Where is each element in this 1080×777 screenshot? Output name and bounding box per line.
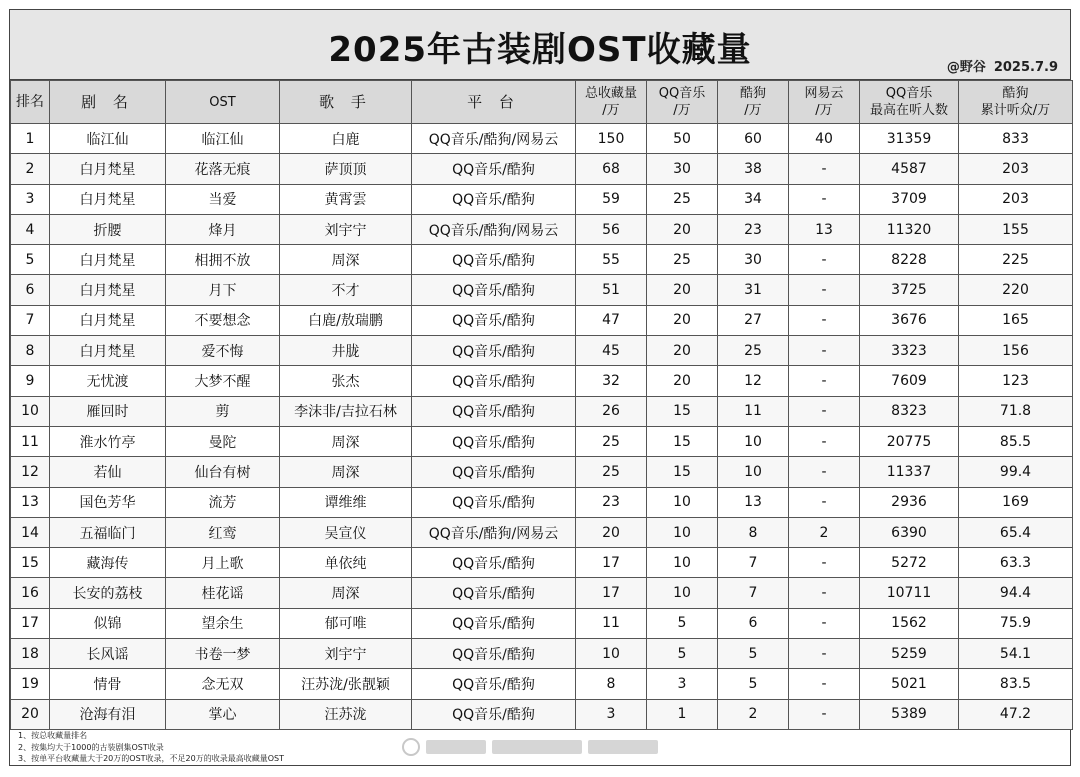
cell-rank: 1 bbox=[11, 124, 50, 154]
cell-singer: 黄霄雲 bbox=[280, 184, 412, 214]
table-row bbox=[11, 578, 1073, 608]
cell-drama: 白月梵星 bbox=[50, 184, 166, 214]
cell-qq-peak: 11337 bbox=[860, 457, 959, 487]
cell-total: 3 bbox=[576, 699, 647, 729]
cell-rank: 18 bbox=[11, 639, 50, 669]
cell-total: 8 bbox=[576, 669, 647, 699]
cell-kugou: 5 bbox=[718, 639, 789, 669]
cell-qq-peak: 4587 bbox=[860, 154, 959, 184]
cell-netease: - bbox=[789, 396, 860, 426]
cell-platform: QQ音乐/酷狗 bbox=[412, 275, 576, 305]
cell-kugou: 5 bbox=[718, 669, 789, 699]
table-row bbox=[11, 608, 1073, 638]
table-row bbox=[11, 396, 1073, 426]
cell-platform: QQ音乐/酷狗 bbox=[412, 336, 576, 366]
header-qq: QQ音乐 /万 bbox=[647, 81, 718, 124]
ranking-sheet bbox=[9, 9, 1071, 766]
cell-total: 17 bbox=[576, 548, 647, 578]
cell-drama: 情骨 bbox=[50, 669, 166, 699]
cell-platform: QQ音乐/酷狗 bbox=[412, 639, 576, 669]
cell-qq-peak: 5389 bbox=[860, 699, 959, 729]
cell-platform: QQ音乐/酷狗 bbox=[412, 245, 576, 275]
cell-qq: 20 bbox=[647, 305, 718, 335]
cell-rank: 8 bbox=[11, 336, 50, 366]
header-netease: 网易云 /万 bbox=[789, 81, 860, 124]
cell-platform: QQ音乐/酷狗 bbox=[412, 426, 576, 456]
cell-singer: 不才 bbox=[280, 275, 412, 305]
cell-platform: QQ音乐/酷狗 bbox=[412, 699, 576, 729]
table-row bbox=[11, 245, 1073, 275]
cell-platform: QQ音乐/酷狗 bbox=[412, 669, 576, 699]
cell-ost: 掌心 bbox=[166, 699, 280, 729]
cell-total: 150 bbox=[576, 124, 647, 154]
table-row bbox=[11, 639, 1073, 669]
footnotes bbox=[18, 730, 284, 765]
cell-rank: 14 bbox=[11, 517, 50, 547]
cell-singer: 谭维维 bbox=[280, 487, 412, 517]
cell-ost: 不要想念 bbox=[166, 305, 280, 335]
cell-qq: 15 bbox=[647, 457, 718, 487]
cell-platform: QQ音乐/酷狗/网易云 bbox=[412, 517, 576, 547]
cell-netease: 13 bbox=[789, 214, 860, 244]
title-bar bbox=[10, 10, 1070, 80]
cell-qq-peak: 6390 bbox=[860, 517, 959, 547]
cell-kugou-listeners: 54.1 bbox=[959, 639, 1073, 669]
cell-ost: 流芳 bbox=[166, 487, 280, 517]
cell-kugou: 38 bbox=[718, 154, 789, 184]
cell-platform: QQ音乐/酷狗 bbox=[412, 548, 576, 578]
cell-platform: QQ音乐/酷狗 bbox=[412, 487, 576, 517]
cell-ost: 曼陀 bbox=[166, 426, 280, 456]
cell-ost: 临江仙 bbox=[166, 124, 280, 154]
cell-rank: 19 bbox=[11, 669, 50, 699]
cell-total: 59 bbox=[576, 184, 647, 214]
cell-singer: 刘宇宁 bbox=[280, 214, 412, 244]
cell-qq-peak: 10711 bbox=[860, 578, 959, 608]
cell-total: 55 bbox=[576, 245, 647, 275]
watermark-bar bbox=[492, 740, 582, 754]
cell-qq: 10 bbox=[647, 548, 718, 578]
cell-platform: QQ音乐/酷狗 bbox=[412, 578, 576, 608]
cell-kugou-listeners: 71.8 bbox=[959, 396, 1073, 426]
cell-platform: QQ音乐/酷狗 bbox=[412, 154, 576, 184]
cell-ost: 月下 bbox=[166, 275, 280, 305]
cell-total: 68 bbox=[576, 154, 647, 184]
cell-netease: - bbox=[789, 245, 860, 275]
table-row bbox=[11, 214, 1073, 244]
cell-drama: 白月梵星 bbox=[50, 245, 166, 275]
header-rank: 排名 bbox=[11, 81, 50, 124]
cell-ost: 书卷一梦 bbox=[166, 639, 280, 669]
header-total: 总收藏量 /万 bbox=[576, 81, 647, 124]
table-body bbox=[11, 124, 1073, 730]
cell-rank: 7 bbox=[11, 305, 50, 335]
table-row bbox=[11, 548, 1073, 578]
cell-kugou: 2 bbox=[718, 699, 789, 729]
watermark-bar bbox=[588, 740, 658, 754]
cell-ost: 望余生 bbox=[166, 608, 280, 638]
cell-drama: 白月梵星 bbox=[50, 336, 166, 366]
cell-kugou: 10 bbox=[718, 457, 789, 487]
cell-drama: 临江仙 bbox=[50, 124, 166, 154]
cell-drama: 长风谣 bbox=[50, 639, 166, 669]
table-row bbox=[11, 669, 1073, 699]
table-row bbox=[11, 275, 1073, 305]
cell-qq-peak: 1562 bbox=[860, 608, 959, 638]
cell-kugou: 10 bbox=[718, 426, 789, 456]
cell-netease: - bbox=[789, 548, 860, 578]
cell-kugou-listeners: 833 bbox=[959, 124, 1073, 154]
footnote: 3、按单平台收藏量大于20万的OST收录，不足20万的收录最高收藏量OST bbox=[18, 754, 284, 763]
cell-singer: 周深 bbox=[280, 578, 412, 608]
cell-qq-peak: 5272 bbox=[860, 548, 959, 578]
cell-platform: QQ音乐/酷狗 bbox=[412, 305, 576, 335]
table-row bbox=[11, 366, 1073, 396]
cell-drama: 无忧渡 bbox=[50, 366, 166, 396]
page-title: 2025年古装剧OST收藏量 bbox=[328, 30, 752, 70]
cell-kugou-listeners: 169 bbox=[959, 487, 1073, 517]
cell-singer: 郁可唯 bbox=[280, 608, 412, 638]
watermark-logo-icon bbox=[402, 738, 420, 756]
cell-qq: 25 bbox=[647, 245, 718, 275]
cell-ost: 红鸾 bbox=[166, 517, 280, 547]
cell-drama: 藏海传 bbox=[50, 548, 166, 578]
header-kugou: 酷狗 /万 bbox=[718, 81, 789, 124]
cell-rank: 13 bbox=[11, 487, 50, 517]
cell-qq-peak: 3676 bbox=[860, 305, 959, 335]
watermark bbox=[402, 736, 678, 758]
cell-qq-peak: 5259 bbox=[860, 639, 959, 669]
cell-platform: QQ音乐/酷狗 bbox=[412, 366, 576, 396]
cell-ost: 仙台有树 bbox=[166, 457, 280, 487]
cell-platform: QQ音乐/酷狗 bbox=[412, 608, 576, 638]
cell-drama: 五福临门 bbox=[50, 517, 166, 547]
cell-netease: - bbox=[789, 669, 860, 699]
watermark-bar bbox=[426, 740, 486, 754]
cell-netease: - bbox=[789, 184, 860, 214]
cell-qq-peak: 5021 bbox=[860, 669, 959, 699]
cell-netease: - bbox=[789, 699, 860, 729]
cell-singer: 李沫非/吉拉石林 bbox=[280, 396, 412, 426]
cell-platform: QQ音乐/酷狗/网易云 bbox=[412, 214, 576, 244]
cell-qq: 10 bbox=[647, 578, 718, 608]
cell-rank: 11 bbox=[11, 426, 50, 456]
cell-qq-peak: 31359 bbox=[860, 124, 959, 154]
cell-singer: 白鹿 bbox=[280, 124, 412, 154]
cell-ost: 大梦不醒 bbox=[166, 366, 280, 396]
cell-singer: 白鹿/敖瑞鹏 bbox=[280, 305, 412, 335]
cell-drama: 雁回时 bbox=[50, 396, 166, 426]
cell-qq: 5 bbox=[647, 639, 718, 669]
cell-total: 45 bbox=[576, 336, 647, 366]
cell-singer: 汪苏泷 bbox=[280, 699, 412, 729]
cell-drama: 沧海有泪 bbox=[50, 699, 166, 729]
cell-total: 10 bbox=[576, 639, 647, 669]
cell-qq-peak: 11320 bbox=[860, 214, 959, 244]
cell-rank: 3 bbox=[11, 184, 50, 214]
cell-netease: - bbox=[789, 275, 860, 305]
cell-platform: QQ音乐/酷狗 bbox=[412, 396, 576, 426]
cell-kugou-listeners: 155 bbox=[959, 214, 1073, 244]
publish-date: 2025.7.9 bbox=[993, 60, 1058, 75]
cell-kugou-listeners: 165 bbox=[959, 305, 1073, 335]
footnote: 1、按总收藏量排名 bbox=[18, 731, 88, 740]
cell-total: 11 bbox=[576, 608, 647, 638]
cell-qq: 15 bbox=[647, 426, 718, 456]
cell-kugou: 6 bbox=[718, 608, 789, 638]
cell-drama: 淮水竹亭 bbox=[50, 426, 166, 456]
cell-total: 25 bbox=[576, 457, 647, 487]
cell-netease: - bbox=[789, 578, 860, 608]
author-credit bbox=[947, 56, 1058, 75]
cell-qq: 10 bbox=[647, 487, 718, 517]
cell-total: 20 bbox=[576, 517, 647, 547]
cell-qq: 15 bbox=[647, 396, 718, 426]
table-row bbox=[11, 457, 1073, 487]
cell-kugou: 31 bbox=[718, 275, 789, 305]
cell-rank: 20 bbox=[11, 699, 50, 729]
cell-drama: 似锦 bbox=[50, 608, 166, 638]
cell-qq-peak: 3725 bbox=[860, 275, 959, 305]
header-platform: 平 台 bbox=[412, 81, 576, 124]
cell-rank: 2 bbox=[11, 154, 50, 184]
cell-qq-peak: 2936 bbox=[860, 487, 959, 517]
table-row bbox=[11, 154, 1073, 184]
cell-total: 25 bbox=[576, 426, 647, 456]
cell-rank: 15 bbox=[11, 548, 50, 578]
cell-kugou-listeners: 225 bbox=[959, 245, 1073, 275]
cell-kugou-listeners: 156 bbox=[959, 336, 1073, 366]
cell-netease: - bbox=[789, 154, 860, 184]
cell-qq: 25 bbox=[647, 184, 718, 214]
cell-drama: 白月梵星 bbox=[50, 305, 166, 335]
cell-singer: 萨顶顶 bbox=[280, 154, 412, 184]
cell-rank: 9 bbox=[11, 366, 50, 396]
cell-kugou: 8 bbox=[718, 517, 789, 547]
cell-netease: 40 bbox=[789, 124, 860, 154]
cell-total: 26 bbox=[576, 396, 647, 426]
cell-drama: 若仙 bbox=[50, 457, 166, 487]
cell-kugou: 7 bbox=[718, 548, 789, 578]
cell-total: 47 bbox=[576, 305, 647, 335]
cell-kugou: 23 bbox=[718, 214, 789, 244]
cell-netease: 2 bbox=[789, 517, 860, 547]
cell-platform: QQ音乐/酷狗/网易云 bbox=[412, 124, 576, 154]
table-row bbox=[11, 124, 1073, 154]
cell-kugou: 30 bbox=[718, 245, 789, 275]
cell-drama: 长安的荔枝 bbox=[50, 578, 166, 608]
cell-kugou-listeners: 75.9 bbox=[959, 608, 1073, 638]
cell-singer: 井胧 bbox=[280, 336, 412, 366]
cell-total: 56 bbox=[576, 214, 647, 244]
header-ost: OST bbox=[166, 81, 280, 124]
cell-kugou-listeners: 65.4 bbox=[959, 517, 1073, 547]
cell-kugou: 12 bbox=[718, 366, 789, 396]
cell-kugou-listeners: 63.3 bbox=[959, 548, 1073, 578]
cell-drama: 折腰 bbox=[50, 214, 166, 244]
cell-ost: 剪 bbox=[166, 396, 280, 426]
cell-rank: 17 bbox=[11, 608, 50, 638]
cell-kugou: 13 bbox=[718, 487, 789, 517]
cell-platform: QQ音乐/酷狗 bbox=[412, 457, 576, 487]
cell-platform: QQ音乐/酷狗 bbox=[412, 184, 576, 214]
cell-kugou: 60 bbox=[718, 124, 789, 154]
table-row bbox=[11, 487, 1073, 517]
cell-ost: 烽月 bbox=[166, 214, 280, 244]
cell-ost: 爱不悔 bbox=[166, 336, 280, 366]
cell-kugou-listeners: 203 bbox=[959, 184, 1073, 214]
cell-singer: 张杰 bbox=[280, 366, 412, 396]
cell-kugou: 11 bbox=[718, 396, 789, 426]
cell-kugou-listeners: 123 bbox=[959, 366, 1073, 396]
author-handle: @野谷 bbox=[946, 60, 986, 75]
cell-singer: 周深 bbox=[280, 457, 412, 487]
cell-total: 23 bbox=[576, 487, 647, 517]
table-row bbox=[11, 699, 1073, 729]
cell-kugou-listeners: 220 bbox=[959, 275, 1073, 305]
cell-ost: 花落无痕 bbox=[166, 154, 280, 184]
cell-singer: 汪苏泷/张靓颖 bbox=[280, 669, 412, 699]
cell-qq: 20 bbox=[647, 275, 718, 305]
cell-qq: 50 bbox=[647, 124, 718, 154]
cell-rank: 6 bbox=[11, 275, 50, 305]
cell-qq: 20 bbox=[647, 336, 718, 366]
cell-ost: 念无双 bbox=[166, 669, 280, 699]
header-row bbox=[11, 81, 1073, 124]
cell-kugou-listeners: 83.5 bbox=[959, 669, 1073, 699]
cell-netease: - bbox=[789, 366, 860, 396]
cell-kugou-listeners: 94.4 bbox=[959, 578, 1073, 608]
cell-kugou-listeners: 85.5 bbox=[959, 426, 1073, 456]
cell-drama: 白月梵星 bbox=[50, 154, 166, 184]
cell-netease: - bbox=[789, 487, 860, 517]
cell-kugou: 7 bbox=[718, 578, 789, 608]
header-kugou-listeners: 酷狗 累计听众/万 bbox=[959, 81, 1073, 124]
cell-drama: 白月梵星 bbox=[50, 275, 166, 305]
cell-qq: 3 bbox=[647, 669, 718, 699]
cell-rank: 5 bbox=[11, 245, 50, 275]
table-row bbox=[11, 336, 1073, 366]
cell-qq: 30 bbox=[647, 154, 718, 184]
cell-rank: 10 bbox=[11, 396, 50, 426]
cell-singer: 单依纯 bbox=[280, 548, 412, 578]
cell-kugou: 25 bbox=[718, 336, 789, 366]
cell-netease: - bbox=[789, 305, 860, 335]
footnote: 2、按集均大于1000的古装剧集OST收录 bbox=[18, 742, 164, 752]
header-qq-peak: QQ音乐 最高在听人数 bbox=[860, 81, 959, 124]
header-drama: 剧 名 bbox=[50, 81, 166, 124]
cell-total: 17 bbox=[576, 578, 647, 608]
cell-netease: - bbox=[789, 457, 860, 487]
cell-total: 51 bbox=[576, 275, 647, 305]
cell-ost: 月上歌 bbox=[166, 548, 280, 578]
cell-rank: 4 bbox=[11, 214, 50, 244]
cell-qq: 5 bbox=[647, 608, 718, 638]
cell-singer: 刘宇宁 bbox=[280, 639, 412, 669]
cell-ost: 桂花谣 bbox=[166, 578, 280, 608]
cell-kugou: 27 bbox=[718, 305, 789, 335]
cell-kugou-listeners: 99.4 bbox=[959, 457, 1073, 487]
table-row bbox=[11, 305, 1073, 335]
cell-netease: - bbox=[789, 608, 860, 638]
cell-kugou-listeners: 47.2 bbox=[959, 699, 1073, 729]
cell-qq: 10 bbox=[647, 517, 718, 547]
cell-netease: - bbox=[789, 336, 860, 366]
header-singer: 歌 手 bbox=[280, 81, 412, 124]
cell-qq: 20 bbox=[647, 366, 718, 396]
cell-singer: 吴宣仪 bbox=[280, 517, 412, 547]
cell-qq-peak: 8228 bbox=[860, 245, 959, 275]
cell-qq-peak: 3323 bbox=[860, 336, 959, 366]
cell-rank: 12 bbox=[11, 457, 50, 487]
cell-qq-peak: 8323 bbox=[860, 396, 959, 426]
cell-qq-peak: 7609 bbox=[860, 366, 959, 396]
cell-singer: 周深 bbox=[280, 426, 412, 456]
cell-qq: 20 bbox=[647, 214, 718, 244]
cell-kugou-listeners: 203 bbox=[959, 154, 1073, 184]
cell-qq-peak: 20775 bbox=[860, 426, 959, 456]
cell-drama: 国色芳华 bbox=[50, 487, 166, 517]
cell-singer: 周深 bbox=[280, 245, 412, 275]
ost-ranking-table bbox=[10, 80, 1073, 730]
cell-qq: 1 bbox=[647, 699, 718, 729]
cell-netease: - bbox=[789, 639, 860, 669]
cell-rank: 16 bbox=[11, 578, 50, 608]
table-row bbox=[11, 184, 1073, 214]
cell-total: 32 bbox=[576, 366, 647, 396]
table-row bbox=[11, 517, 1073, 547]
table-row bbox=[11, 426, 1073, 456]
cell-ost: 当爱 bbox=[166, 184, 280, 214]
cell-netease: - bbox=[789, 426, 860, 456]
cell-qq-peak: 3709 bbox=[860, 184, 959, 214]
cell-ost: 相拥不放 bbox=[166, 245, 280, 275]
cell-kugou: 34 bbox=[718, 184, 789, 214]
